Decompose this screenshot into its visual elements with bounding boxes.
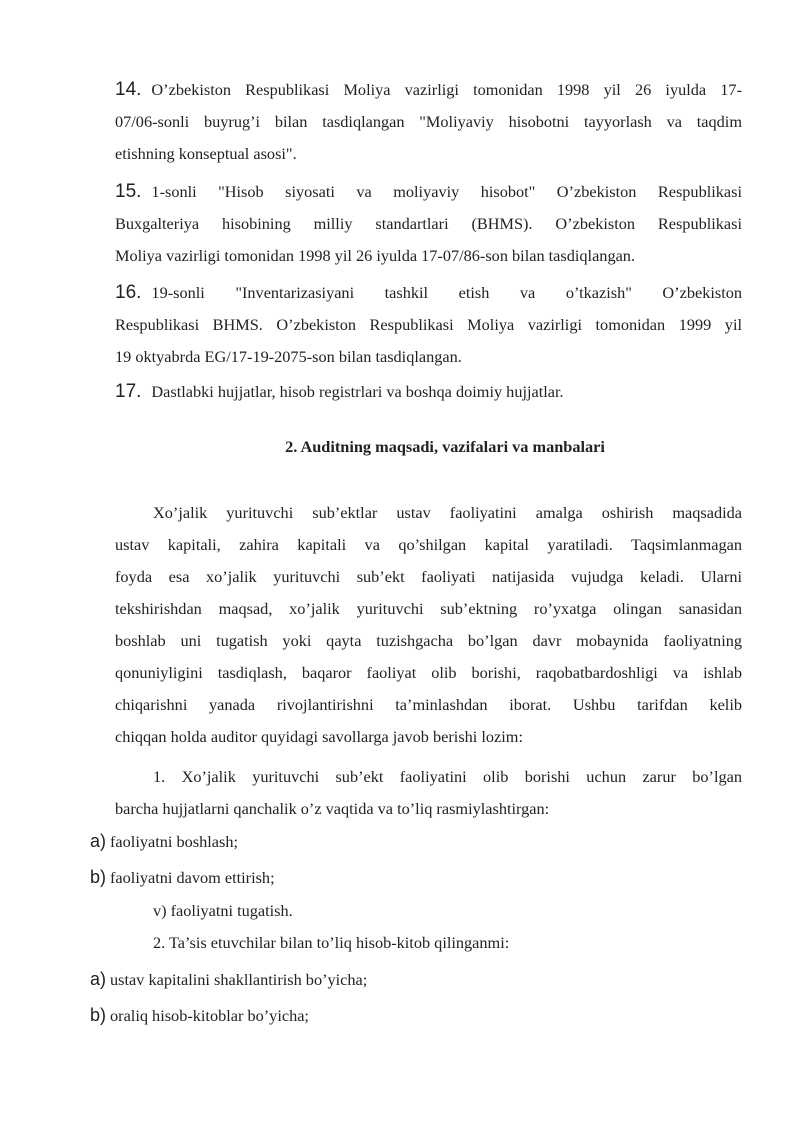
- list-item: v) faoliyatni tugatish.: [153, 901, 293, 920]
- reference-text-line: etishning konseptual asosi".: [115, 144, 297, 163]
- reference-number: 15.: [115, 181, 142, 202]
- question-line: 1. Xo’jalik yurituvchi sub’ekt faoliyatini olib borishi uchun zarur bo’lgan: [153, 767, 742, 786]
- list-marker: b): [90, 1005, 107, 1025]
- reference-item: [115, 277, 742, 373]
- reference-item: [115, 74, 742, 170]
- list-marker: a): [90, 969, 107, 989]
- reference-text-line: 19-sonli "Inventarizasiyani tashkil etish va o’tkazish" O’zbekiston: [151, 283, 742, 302]
- section-heading: 2. Auditning maqsadi, vazifalari va manbalari: [285, 437, 605, 456]
- list-item: [90, 963, 367, 996]
- question-paragraph: [115, 761, 742, 825]
- list-marker: b): [90, 867, 107, 887]
- reference-text-line: Respublikasi BHMS. O’zbekiston Respublikasi Moliya vazirligi tomonidan 1999 yil: [115, 315, 742, 334]
- reference-text-line: Buxgalteriya hisobining milliy standartlari (BHMS). O’zbekiston Respublikasi: [115, 214, 742, 233]
- reference-text-line: 19 oktyabrda EG/17-19-2075-son bilan tasdiqlangan.: [115, 347, 462, 366]
- reference-text-line: Moliya vazirligi tomonidan 1998 yil 26 iyulda 17-07/86-son bilan tasdiqlangan.: [115, 246, 636, 265]
- list-item-text: faoliyatni davom ettirish;: [110, 868, 275, 887]
- question-line: 2. Ta’sis etuvchilar bilan to’liq hisob-kitob qilinganmi:: [153, 933, 510, 952]
- list-item: [90, 825, 238, 858]
- list-item: [90, 999, 309, 1032]
- paragraph-line: Xo’jalik yurituvchi sub’ektlar ustav faoliyatini amalga oshirish maqsadida: [153, 503, 742, 522]
- reference-text-line: 1-sonli "Hisob siyosati va moliyaviy hisobot" O’zbekiston Respublikasi: [151, 182, 742, 201]
- paragraph-line: boshlab uni tugatish yoki qayta tuzishgacha bo’lgan davr mobaynida faoliyatning: [115, 631, 742, 650]
- list-item-text: oraliq hisob-kitoblar bo’yicha;: [110, 1006, 309, 1025]
- paragraph-line: chiqqan holda auditor quyidagi savollarga javob berishi lozim:: [115, 727, 523, 746]
- reference-text-line: Dastlabki hujjatlar, hisob registrlari va boshqa doimiy hujjatlar.: [151, 382, 564, 401]
- paragraph-line: qonuniyligini tasdiqlash, baqaror faoliyat olib borishi, raqobatbardoshligi va ishlab: [115, 663, 742, 682]
- reference-number: 16.: [115, 282, 142, 303]
- paragraph-line: foyda esa xo’jalik yurituvchi sub’ekt faoliyati natijasida vujudga keladi. Ularni: [115, 567, 742, 586]
- paragraph-line: tekshirishdan maqsad, xo’jalik yurituvchi sub’ektning ro’yxatga olingan sanasidan: [115, 599, 742, 618]
- reference-text-line: 07/06-sonli buyrug’i bilan tasdiqlangan "Moliyaviy hisobotni tayyorlash va taqdim: [115, 112, 742, 131]
- body-paragraph: [115, 497, 742, 753]
- reference-number: 17.: [115, 381, 142, 402]
- list-marker: a): [90, 831, 107, 851]
- paragraph-line: chiqarishni yanada rivojlantirishni ta’minlashdan iborat. Ushbu tarifdan kelib: [115, 695, 742, 714]
- reference-item: [115, 376, 742, 408]
- list-item: [90, 861, 275, 894]
- reference-item: [115, 176, 742, 272]
- reference-number: 14.: [115, 79, 142, 100]
- reference-text-line: O’zbekiston Respublikasi Moliya vazirligi tomonidan 1998 yil 26 iyulda 17-: [151, 80, 742, 99]
- list-item-text: faoliyatni boshlash;: [110, 832, 238, 851]
- question-line: barcha hujjatlarni qanchalik o’z vaqtida va to’liq rasmiylashtirgan:: [115, 799, 550, 818]
- list-item-text: ustav kapitalini shakllantirish bo’yicha;: [110, 970, 368, 989]
- paragraph-line: ustav kapitali, zahira kapitali va qo’shilgan kapital yaratiladi. Taqsimlanmagan: [115, 535, 742, 554]
